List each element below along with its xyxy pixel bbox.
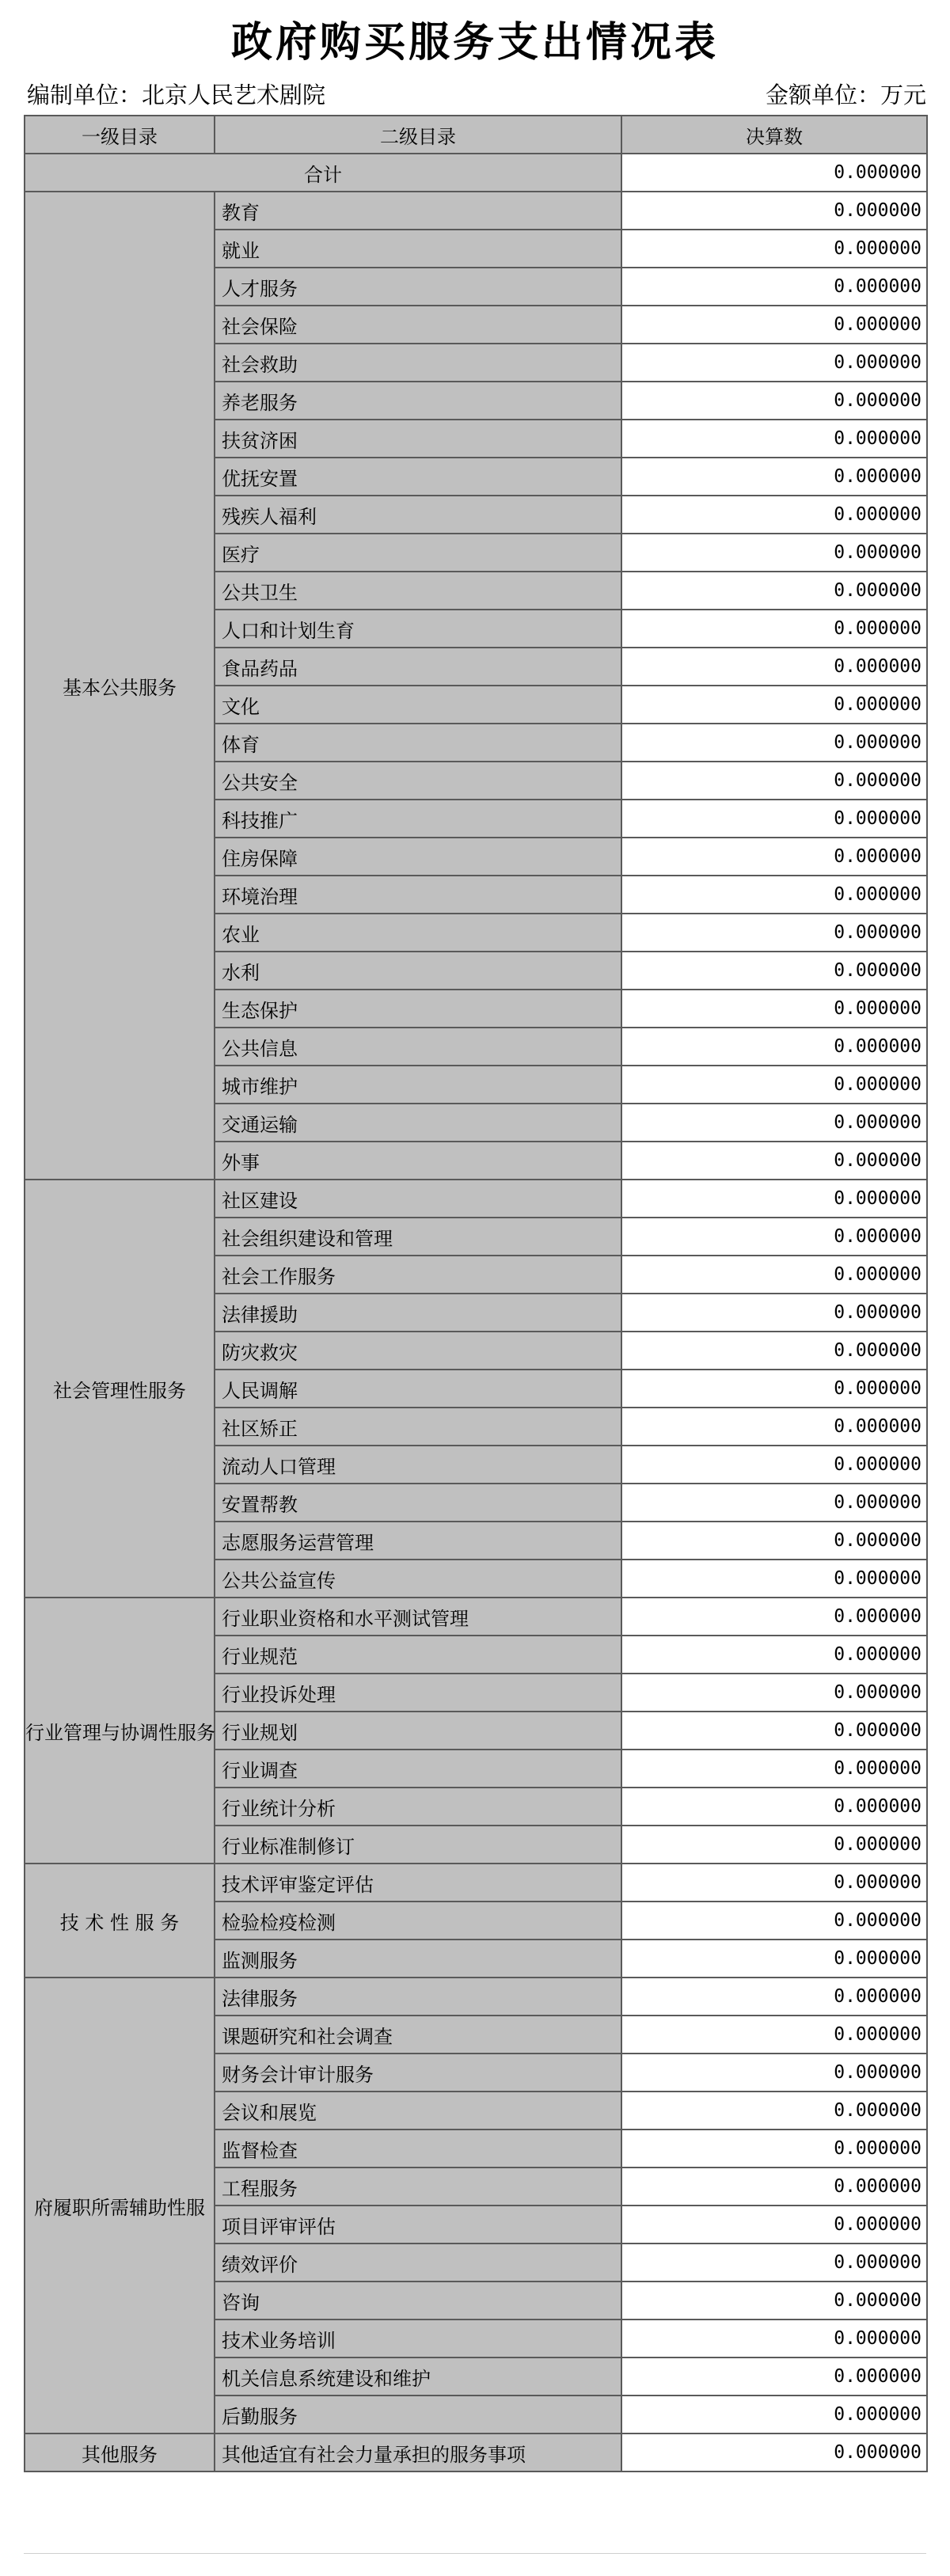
amount-cell: 0.000000 xyxy=(621,420,927,458)
subcategory-cell: 项目评审评估 xyxy=(215,2206,621,2244)
table-row xyxy=(25,2434,927,2472)
subcategory-cell: 社区建设 xyxy=(215,1180,621,1218)
amount-cell: 0.000000 xyxy=(621,1028,927,1066)
amount-cell: 0.000000 xyxy=(621,1066,927,1104)
col-header-amount: 决算数 xyxy=(621,116,927,154)
subcategory-cell: 教育 xyxy=(215,192,621,230)
amount-cell: 0.000000 xyxy=(621,2206,927,2244)
table-row xyxy=(25,1864,927,1902)
total-row xyxy=(25,154,927,192)
compiling-unit: 编制单位：北京人民艺术剧院 xyxy=(27,82,326,108)
amount-cell: 0.000000 xyxy=(621,2092,927,2130)
amount-cell: 0.000000 xyxy=(621,1142,927,1180)
subcategory-cell: 行业调查 xyxy=(215,1750,621,1788)
subcategory-cell: 人民调解 xyxy=(215,1370,621,1408)
amount-cell: 0.000000 xyxy=(621,1484,927,1522)
subcategory-cell: 科技推广 xyxy=(215,800,621,838)
table-row xyxy=(25,1180,927,1218)
subcategory-cell: 咨询 xyxy=(215,2282,621,2320)
category-cell: 社会管理性服务 xyxy=(25,1180,215,1598)
category-cell: 技 术 性 服 务 xyxy=(25,1864,215,1978)
subcategory-cell: 农业 xyxy=(215,914,621,952)
subcategory-cell: 法律服务 xyxy=(215,1978,621,2016)
amount-cell: 0.000000 xyxy=(621,2130,927,2168)
page-title: 政府购买服务支出情况表 xyxy=(230,19,719,66)
amount-cell: 0.000000 xyxy=(621,2244,927,2282)
amount-cell: 0.000000 xyxy=(621,534,927,572)
subcategory-cell: 养老服务 xyxy=(215,382,621,420)
expenditure-table xyxy=(24,115,928,2472)
amount-cell: 0.000000 xyxy=(621,610,927,648)
amount-cell: 0.000000 xyxy=(621,2434,927,2472)
col-header-level2: 二级目录 xyxy=(215,116,621,154)
amount-cell: 0.000000 xyxy=(621,2168,927,2206)
subcategory-cell: 工程服务 xyxy=(215,2168,621,2206)
amount-cell: 0.000000 xyxy=(621,762,927,800)
subcategory-cell: 扶贫济困 xyxy=(215,420,621,458)
amount-cell: 0.000000 xyxy=(621,1636,927,1674)
subcategory-cell: 课题研究和社会调查 xyxy=(215,2016,621,2054)
subcategory-cell: 社会救助 xyxy=(215,344,621,382)
subcategory-cell: 人才服务 xyxy=(215,268,621,306)
amount-cell: 0.000000 xyxy=(621,1104,927,1142)
amount-cell: 0.000000 xyxy=(621,1332,927,1370)
amount-cell: 0.000000 xyxy=(621,1256,927,1294)
amount-cell: 0.000000 xyxy=(621,572,927,610)
subcategory-cell: 优抚安置 xyxy=(215,458,621,496)
amount-cell: 0.000000 xyxy=(621,1674,927,1712)
subcategory-cell: 住房保障 xyxy=(215,838,621,876)
amount-cell: 0.000000 xyxy=(621,838,927,876)
subcategory-cell: 文化 xyxy=(215,686,621,724)
amount-cell: 0.000000 xyxy=(621,686,927,724)
amount-cell: 0.000000 xyxy=(621,1750,927,1788)
subcategory-cell: 医疗 xyxy=(215,534,621,572)
amount-cell: 0.000000 xyxy=(621,192,927,230)
subcategory-cell: 公共信息 xyxy=(215,1028,621,1066)
subcategory-cell: 流动人口管理 xyxy=(215,1446,621,1484)
subcategory-cell: 体育 xyxy=(215,724,621,762)
subcategory-cell: 行业投诉处理 xyxy=(215,1674,621,1712)
subcategory-cell: 安置帮教 xyxy=(215,1484,621,1522)
category-cell: 府履职所需辅助性服 xyxy=(25,1978,215,2434)
amount-cell: 0.000000 xyxy=(621,1408,927,1446)
amount-cell: 0.000000 xyxy=(621,1864,927,1902)
subcategory-cell: 法律援助 xyxy=(215,1294,621,1332)
amount-cell: 0.000000 xyxy=(621,268,927,306)
amount-cell: 0.000000 xyxy=(621,800,927,838)
amount-cell: 0.000000 xyxy=(621,344,927,382)
amount-cell: 0.000000 xyxy=(621,1560,927,1598)
amount-cell: 0.000000 xyxy=(621,1712,927,1750)
subcategory-cell: 防灾救灾 xyxy=(215,1332,621,1370)
amount-cell: 0.000000 xyxy=(621,2320,927,2358)
table-header-row xyxy=(25,116,927,154)
subcategory-cell: 人口和计划生育 xyxy=(215,610,621,648)
amount-cell: 0.000000 xyxy=(621,1902,927,1940)
category-cell: 其他服务 xyxy=(25,2434,215,2472)
subcategory-cell: 社会工作服务 xyxy=(215,1256,621,1294)
subcategory-cell: 生态保护 xyxy=(215,990,621,1028)
amount-cell: 0.000000 xyxy=(621,2054,927,2092)
table-row xyxy=(25,1598,927,1636)
amount-cell: 0.000000 xyxy=(621,2358,927,2396)
total-value: 0.000000 xyxy=(621,154,927,192)
amount-cell: 0.000000 xyxy=(621,724,927,762)
amount-cell: 0.000000 xyxy=(621,1446,927,1484)
amount-cell: 0.000000 xyxy=(621,1370,927,1408)
subcategory-cell: 技术评审鉴定评估 xyxy=(215,1864,621,1902)
amount-cell: 0.000000 xyxy=(621,2016,927,2054)
amount-cell: 0.000000 xyxy=(621,1522,927,1560)
amount-cell: 0.000000 xyxy=(621,2396,927,2434)
amount-cell: 0.000000 xyxy=(621,458,927,496)
subcategory-cell: 后勤服务 xyxy=(215,2396,621,2434)
amount-cell: 0.000000 xyxy=(621,1978,927,2016)
amount-cell: 0.000000 xyxy=(621,496,927,534)
amount-cell: 0.000000 xyxy=(621,306,927,344)
amount-cell: 0.000000 xyxy=(621,1180,927,1218)
amount-cell: 0.000000 xyxy=(621,952,927,990)
subcategory-cell: 检验检疫检测 xyxy=(215,1902,621,1940)
table-row xyxy=(25,192,927,230)
amount-cell: 0.000000 xyxy=(621,990,927,1028)
subcategory-cell: 监督检查 xyxy=(215,2130,621,2168)
subcategory-cell: 其他适宜有社会力量承担的服务事项 xyxy=(215,2434,621,2472)
subcategory-cell: 公共安全 xyxy=(215,762,621,800)
category-cell: 行业管理与协调性服务 xyxy=(25,1598,215,1864)
amount-unit: 金额单位：万元 xyxy=(765,82,926,108)
subcategory-cell: 社会组织建设和管理 xyxy=(215,1218,621,1256)
amount-cell: 0.000000 xyxy=(621,2282,927,2320)
subcategory-cell: 志愿服务运营管理 xyxy=(215,1522,621,1560)
subcategory-cell: 交通运输 xyxy=(215,1104,621,1142)
category-cell: 基本公共服务 xyxy=(25,192,215,1180)
subcategory-cell: 行业统计分析 xyxy=(215,1788,621,1826)
amount-cell: 0.000000 xyxy=(621,382,927,420)
amount-cell: 0.000000 xyxy=(621,914,927,952)
subcategory-cell: 机关信息系统建设和维护 xyxy=(215,2358,621,2396)
amount-cell: 0.000000 xyxy=(621,1294,927,1332)
subcategory-cell: 食品药品 xyxy=(215,648,621,686)
subcategory-cell: 行业规划 xyxy=(215,1712,621,1750)
subcategory-cell: 就业 xyxy=(215,230,621,268)
subcategory-cell: 行业规范 xyxy=(215,1636,621,1674)
subcategory-cell: 技术业务培训 xyxy=(215,2320,621,2358)
subcategory-cell: 水利 xyxy=(215,952,621,990)
subcategory-cell: 公共卫生 xyxy=(215,572,621,610)
subcategory-cell: 行业职业资格和水平测试管理 xyxy=(215,1598,621,1636)
total-label: 合计 xyxy=(25,154,621,192)
col-header-level1: 一级目录 xyxy=(25,116,215,154)
amount-cell: 0.000000 xyxy=(621,1940,927,1978)
subcategory-cell: 监测服务 xyxy=(215,1940,621,1978)
subcategory-cell: 残疾人福利 xyxy=(215,496,621,534)
subcategory-cell: 环境治理 xyxy=(215,876,621,914)
amount-cell: 0.000000 xyxy=(621,1826,927,1864)
subcategory-cell: 绩效评价 xyxy=(215,2244,621,2282)
subcategory-cell: 社区矫正 xyxy=(215,1408,621,1446)
amount-cell: 0.000000 xyxy=(621,1788,927,1826)
amount-cell: 0.000000 xyxy=(621,1218,927,1256)
amount-cell: 0.000000 xyxy=(621,1598,927,1636)
amount-cell: 0.000000 xyxy=(621,648,927,686)
subcategory-cell: 财务会计审计服务 xyxy=(215,2054,621,2092)
amount-cell: 0.000000 xyxy=(621,876,927,914)
subcategory-cell: 会议和展览 xyxy=(215,2092,621,2130)
amount-cell: 0.000000 xyxy=(621,230,927,268)
subcategory-cell: 社会保险 xyxy=(215,306,621,344)
subcategory-cell: 公共公益宣传 xyxy=(215,1560,621,1598)
table-row xyxy=(25,1978,927,2016)
subcategory-cell: 外事 xyxy=(215,1142,621,1180)
subcategory-cell: 城市维护 xyxy=(215,1066,621,1104)
footer-divider xyxy=(24,2553,926,2554)
subcategory-cell: 行业标准制修订 xyxy=(215,1826,621,1864)
